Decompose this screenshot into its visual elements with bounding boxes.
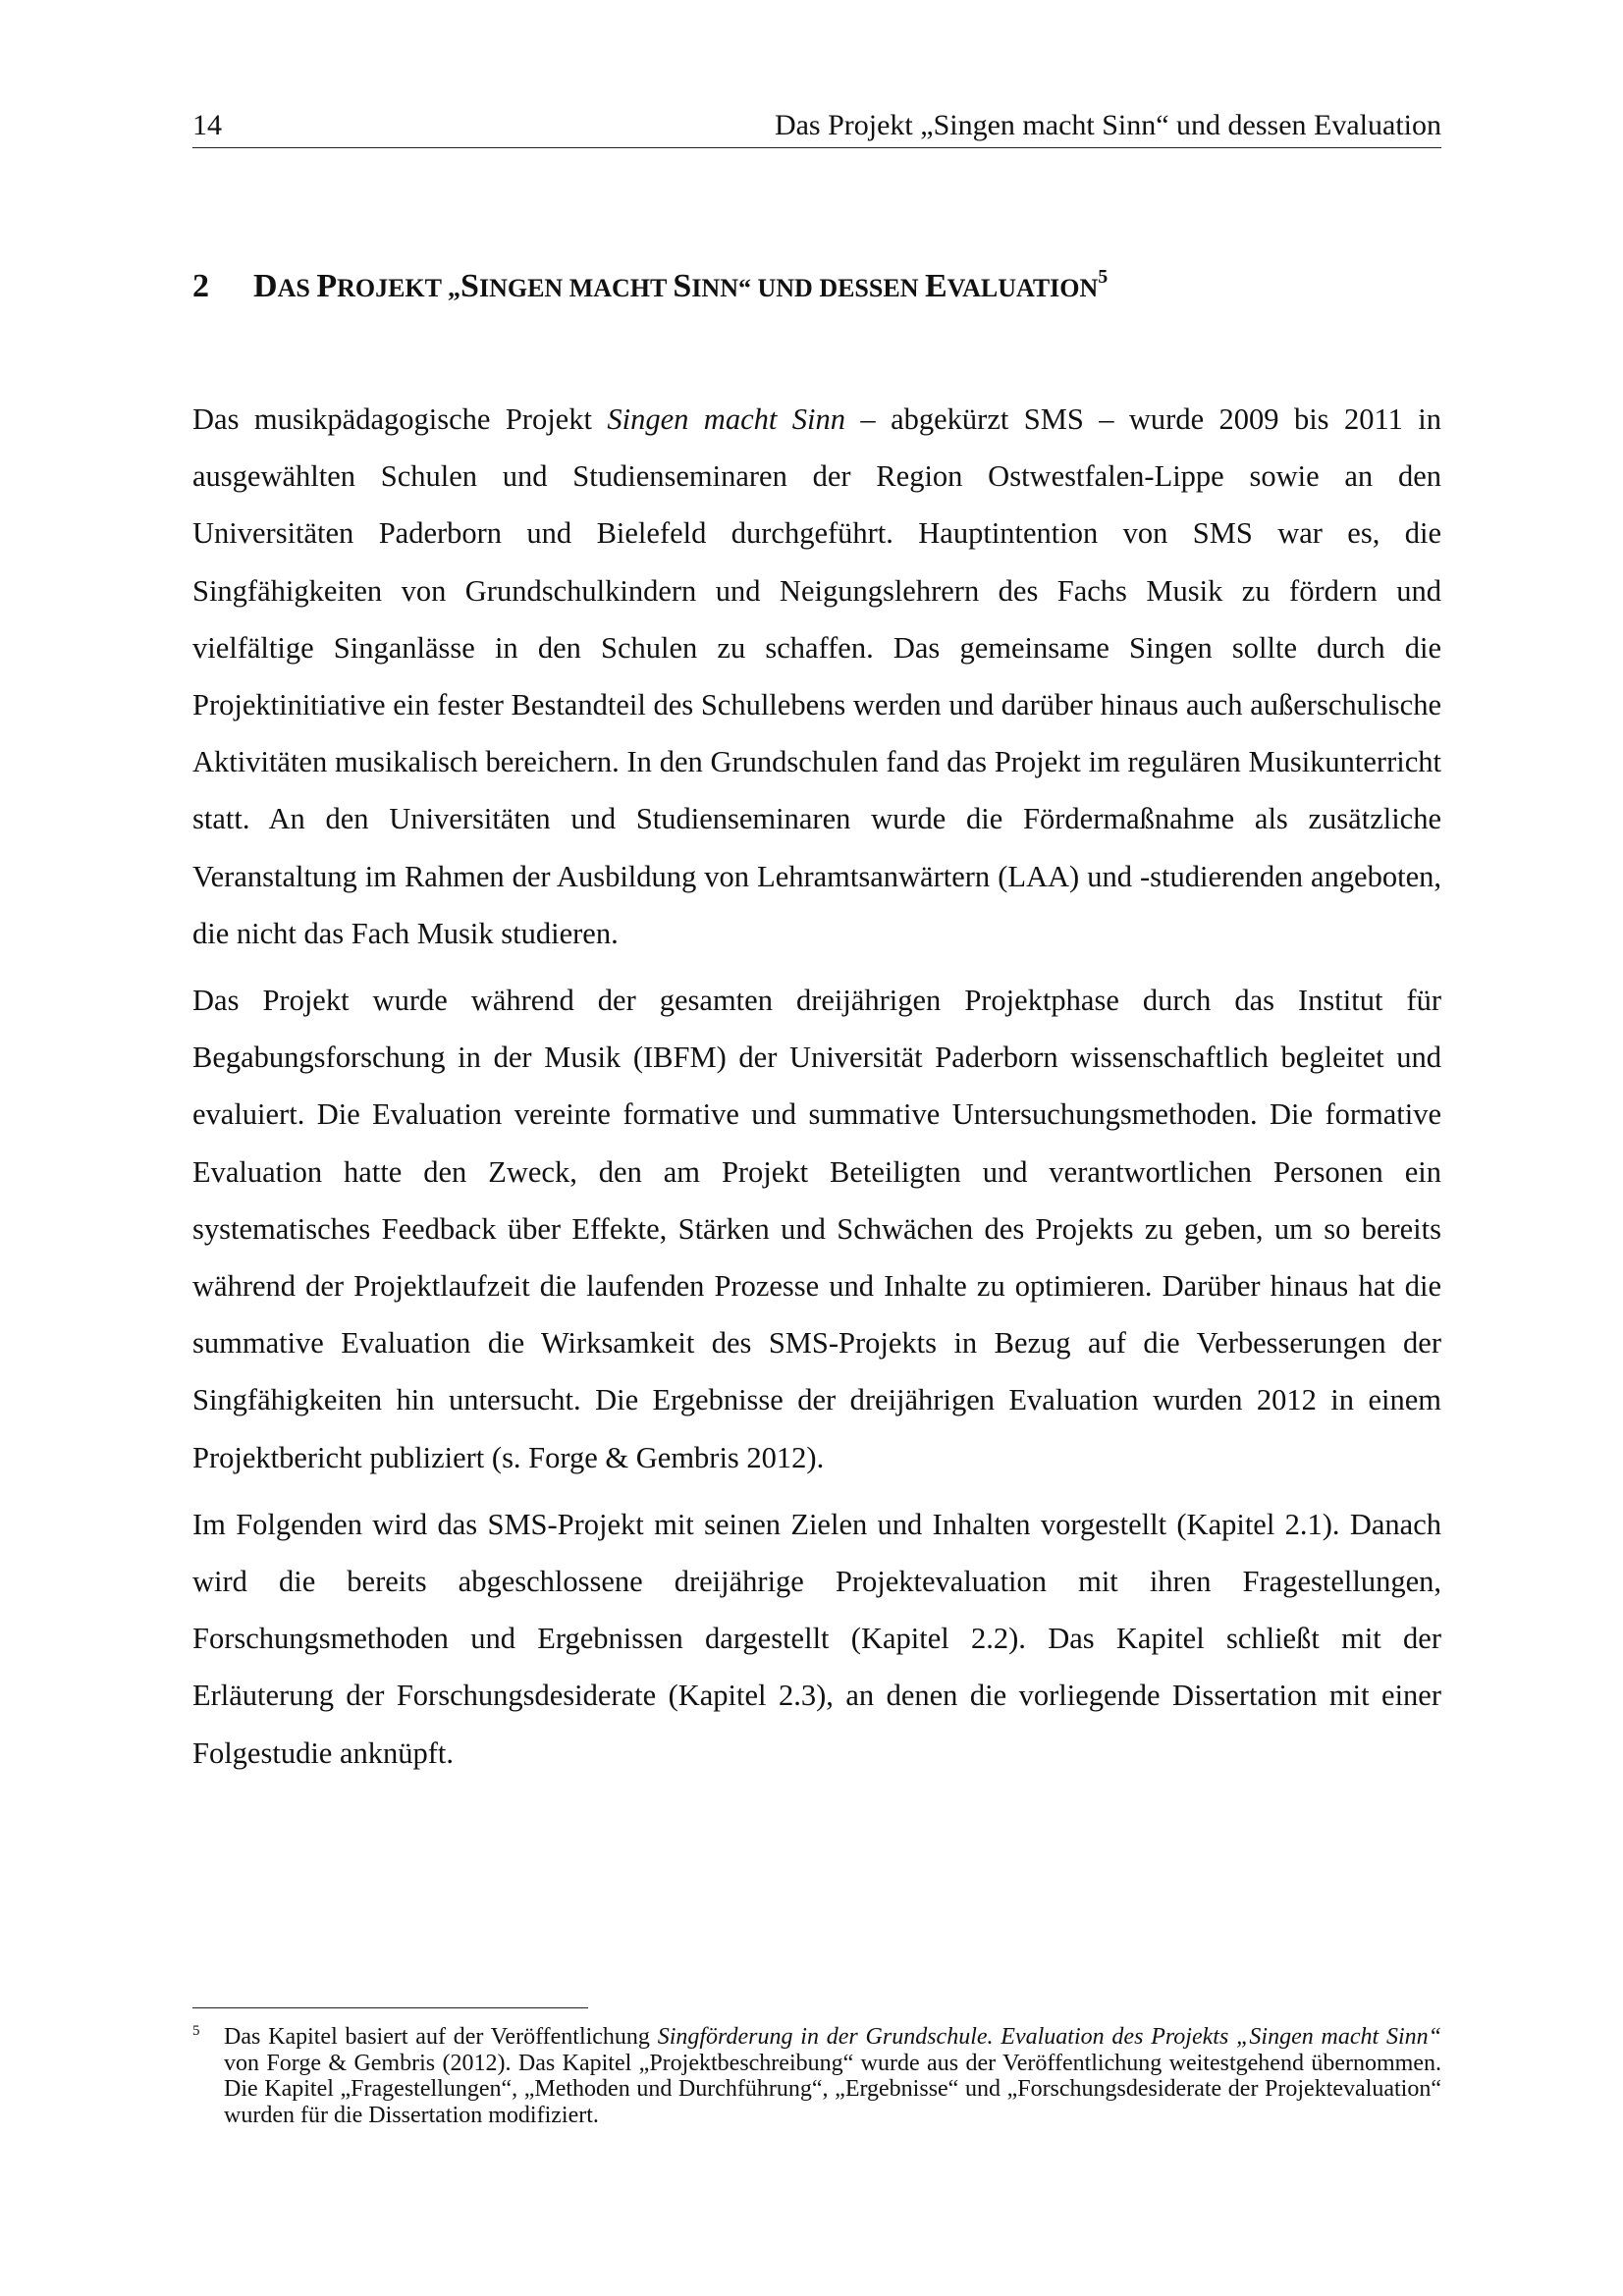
- header-rule: [192, 147, 1441, 148]
- project-title-italic: Singen macht Sinn: [607, 402, 845, 436]
- paragraph-1: Das musikpädagogische Projekt Singen macht Sinn – abgekürzt SMS – wurde 2009 bis 2011 in ausgewählten Schulen und Studienseminaren der Region Ostwestfalen-Lippe sowie an den Universitäten Paderborn und Bielefeld durchgeführt. Hauptintention von SMS war es, die Singfähigkeiten von Grundschulkindern und Neigungslehrern des Fachs Musik zu fördern und vielfältige Singanlässe in den Schulen zu schaffen. Das gemeinsame Singen sollte durch die Projektinitiative ein fester Bestandteil des Schullebens werden und darüber hinaus auch außerschulische Aktivitäten musikalisch bereichern. In den Grundschulen fand das Projekt im regulären Musikunterricht statt. An den Universitäten und Studienseminaren wurde die Fördermaßnahme als zusätzliche Veranstaltung im Rahmen der Ausbildung von Lehramtsanwärtern (LAA) und -studierenden angeboten, die nicht das Fach Musik studieren.: [192, 402, 1441, 950]
- running-title: Das Projekt „Singen macht Sinn“ und dessen Evaluation: [774, 109, 1441, 141]
- footnote-text: Das Kapitel basiert auf der Veröffentlichung Singförderung in der Grundschule. Evaluation des Projekts „Singen macht Sinn“ von Forge & Gembris (2012). Das Kapitel „Projektbeschreibung“ wurde aus der Veröffentlichung weitestgehend übernommen. Die Kapitel „Fragestellungen“, „Methoden und Durchführung“, „Ergebnisse“ und „Forschungsdesiderate der Projektevaluation“ wurden für die Dissertation modifiziert.: [224, 2024, 1442, 2128]
- paragraph-3: Im Folgenden wird das SMS-Projekt mit seinen Zielen und Inhalten vorgestellt (Kapitel 2.1). Danach wird die bereits abgeschlossene dreijährige Projektevaluation mit ihren Fragestellungen, Forschungsmethoden und Ergebnissen dargestellt (Kapitel 2.2). Das Kapitel schließt mit der Erläuterung der Forschungsdesiderate (Kapitel 2.3), an denen die vorliegende Dissertation mit einer Folgestudie anknüpft.: [192, 1507, 1441, 1770]
- footnote-reference[interactable]: 5: [1098, 266, 1109, 288]
- chapter-title: DAS PROJEKT „SINGEN MACHT SINN“ UND DESSEN EVALUATION: [253, 268, 1099, 304]
- paragraph-2: Das Projekt wurde während der gesamten dreijährigen Projektphase durch das Institut für Begabungsforschung in der Musik (IBFM) der Universität Paderborn wissenschaftlich begleitet und evaluiert. Die Evaluation vereinte formative und summative Untersuchungsmethoden. Die formative Evaluation hatte den Zweck, den am Projekt Beteiligten und verantwortlichen Personen ein systematisches Feedback über Effekte, Stärken und Schwächen des Projekts zu geben, um so bereits während der Projektlaufzeit die laufenden Prozesse und Inhalte zu optimieren. Darüber hinaus hat die summative Evaluation die Wirksamkeit des SMS-Projekts in Bezug auf die Verbesserungen der Singfähigkeiten hin untersucht. Die Ergebnisse der dreijährigen Evaluation wurden 2012 in einem Projektbericht publiziert (s. Forge & Gembris 2012).: [192, 984, 1441, 1474]
- running-header: [192, 106, 1441, 149]
- page-number: 14: [192, 109, 222, 141]
- footnote-mark: 5: [192, 2023, 200, 2039]
- footnote: [192, 2024, 1441, 2128]
- chapter-number: 2: [192, 268, 209, 304]
- chapter-heading: [192, 265, 1441, 310]
- body-text: [192, 391, 1441, 1791]
- footnote-rule: [192, 2007, 588, 2008]
